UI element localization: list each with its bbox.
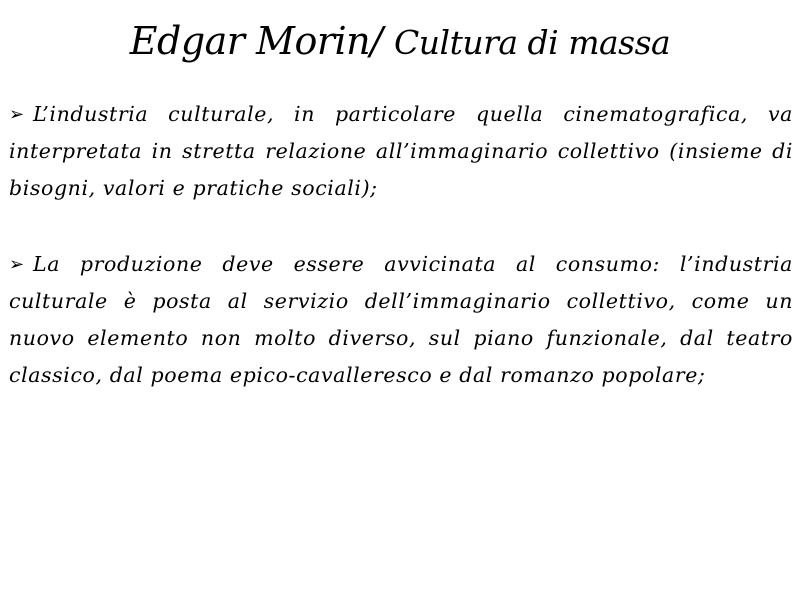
bullet-text: L’industria culturale, in particolare quella cinematografica, va interpretata in stretta relazione all’immaginario collettivo (insieme di bisogni, valori e pratiche sociali); [9, 102, 793, 200]
arrowhead-right-icon: ➢ [9, 254, 25, 275]
title-topic: Cultura di massa [394, 23, 671, 62]
bullet-item [9, 246, 793, 394]
arrowhead-right-icon: ➢ [9, 104, 25, 125]
bullet-list [9, 96, 793, 394]
bullet-text: La produzione deve essere avvicinata al consumo: l’industria culturale è posta al servizio dell’immaginario collettivo, come un nuovo elemento non molto diverso, sul piano funzionale, dal teatro classico, dal poema epico-cavalleresco e dal romanzo popolare; [9, 252, 793, 387]
slide-title [0, 14, 800, 70]
bullet-item [9, 96, 793, 207]
title-author: Edgar Morin/ [129, 19, 395, 63]
